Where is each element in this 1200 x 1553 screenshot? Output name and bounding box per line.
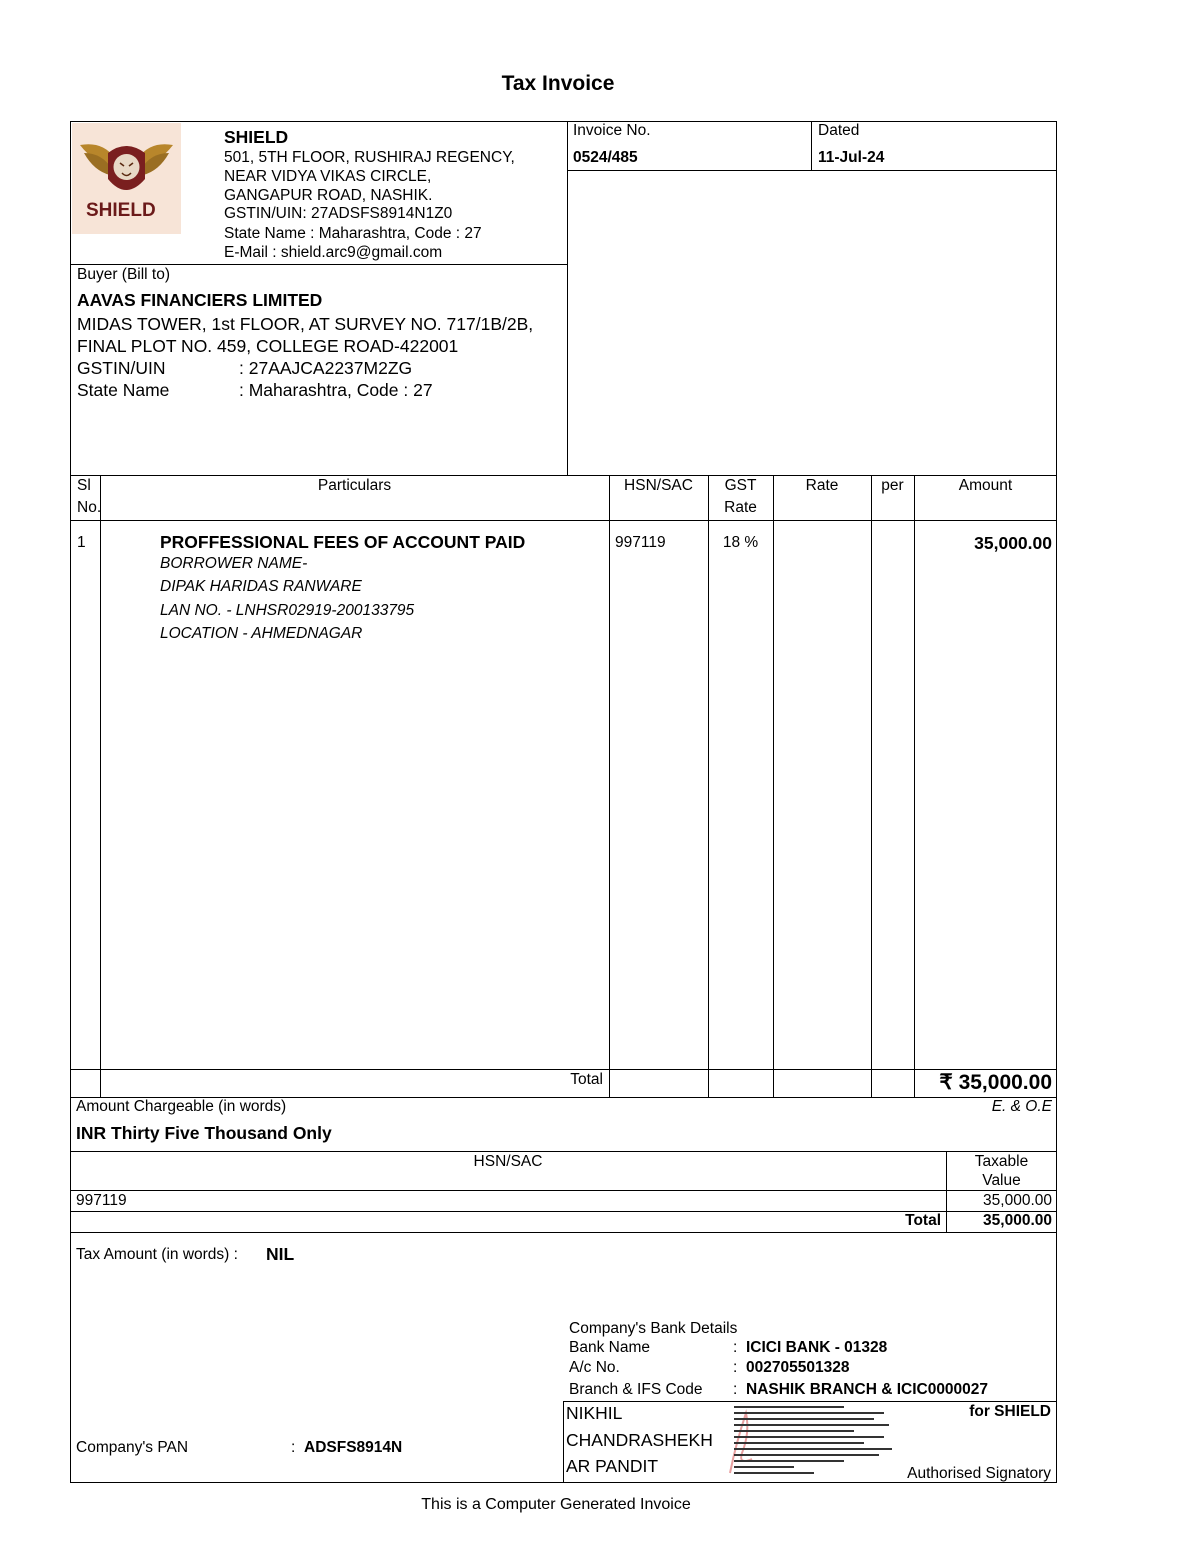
item-detail-line: BORROWER NAME- (160, 555, 308, 572)
divider (563, 1401, 1057, 1402)
item-particular: PROFFESSIONAL FEES OF ACCOUNT PAID (160, 532, 526, 552)
col-header-per: per (881, 477, 904, 494)
divider (914, 475, 915, 1097)
col-header-rate: Rate (805, 477, 839, 494)
bank-separator: : (733, 1381, 738, 1398)
pan-value: ADSFS8914N (304, 1439, 403, 1456)
divider (811, 121, 812, 171)
divider (70, 1232, 1057, 1233)
footer-note: This is a Computer Generated Invoice (421, 1496, 691, 1513)
total-amount: ₹ 35,000.00 (939, 1071, 1052, 1094)
invoice-no-value: 0524/485 (573, 149, 638, 166)
item-amount: 35,000.00 (974, 533, 1052, 553)
tax-words-value: NIL (266, 1244, 295, 1264)
col-header-particulars: Particulars (317, 477, 392, 494)
item-sl: 1 (77, 534, 86, 551)
seller-address-line: 501, 5TH FLOOR, RUSHIRAJ REGENCY, (224, 149, 515, 166)
buyer-address-line: MIDAS TOWER, 1st FLOOR, AT SURVEY NO. 717/1B/2B, (77, 314, 534, 334)
item-hsn: 997119 (615, 534, 666, 551)
col-header-gst: GST (724, 477, 757, 494)
bank-heading: Company's Bank Details (569, 1320, 738, 1337)
seller-address-line: GANGAPUR ROAD, NASHIK. (224, 187, 433, 204)
taxable-header: Taxable (974, 1153, 1029, 1170)
divider (609, 475, 610, 1097)
col-header-sl: No. (77, 499, 102, 516)
seller-email: E-Mail : shield.arc9@gmail.com (224, 244, 443, 261)
hsn-summary-header: HSN/SAC (473, 1153, 543, 1170)
divider (567, 170, 1057, 171)
seller-state: State Name : Maharashtra, Code : 27 (224, 225, 482, 242)
bank-value: NASHIK BRANCH & ICIC0000027 (746, 1381, 989, 1398)
item-detail-line: LAN NO. - LNHSR02919-200133795 (160, 602, 415, 619)
buyer-gstin-value: : 27AAJCA2237M2ZG (239, 358, 413, 378)
divider (100, 475, 101, 1097)
divider (70, 520, 1057, 521)
hsn-summary-total-value: 35,000.00 (983, 1212, 1052, 1229)
amount-words-value: INR Thirty Five Thousand Only (76, 1123, 332, 1143)
divider (70, 1151, 1057, 1152)
seller-name: SHIELD (224, 127, 289, 147)
page-title: Tax Invoice (501, 72, 615, 95)
bank-value: 002705501328 (746, 1359, 850, 1376)
bank-separator: : (733, 1339, 738, 1356)
bank-label: A/c No. (569, 1359, 620, 1376)
divider (567, 121, 568, 475)
col-header-amount: Amount (958, 477, 1013, 494)
buyer-label: Buyer (Bill to) (77, 266, 171, 283)
item-gst-rate: 18 % (722, 534, 759, 551)
divider (563, 1401, 564, 1483)
company-logo (72, 123, 181, 234)
col-header-sl: Sl (77, 477, 91, 494)
bank-separator: : (733, 1359, 738, 1376)
invoice-no-label: Invoice No. (573, 122, 651, 139)
buyer-address-line: FINAL PLOT NO. 459, COLLEGE ROAD-422001 (77, 336, 459, 356)
col-header-gst: Rate (724, 499, 757, 516)
pan-separator: : (291, 1439, 296, 1456)
item-detail-line: LOCATION - AHMEDNAGAR (160, 625, 363, 642)
authorised-signatory: Authorised Signatory (907, 1465, 1051, 1482)
seller-gstin: GSTIN/UIN: 27ADSFS8914N1Z0 (224, 205, 453, 222)
hsn-summary-taxable: 35,000.00 (983, 1192, 1052, 1209)
tax-words-label: Tax Amount (in words) : (76, 1246, 238, 1263)
bank-label: Branch & IFS Code (569, 1381, 703, 1398)
amount-words-label: Amount Chargeable (in words) (76, 1098, 287, 1115)
hsn-summary-code: 997119 (76, 1192, 127, 1209)
pan-label: Company's PAN (76, 1439, 189, 1456)
bank-label: Bank Name (569, 1339, 650, 1356)
buyer-name: AAVAS FINANCIERS LIMITED (77, 290, 323, 310)
dated-value: 11-Jul-24 (818, 149, 885, 166)
divider (773, 475, 774, 1097)
divider (871, 475, 872, 1097)
signer-name-line: CHANDRASHEKH (566, 1430, 713, 1450)
for-company: for SHIELD (969, 1403, 1051, 1420)
buyer-gstin-label: GSTIN/UIN (77, 358, 166, 378)
logo-text: SHIELD (86, 200, 156, 221)
total-label: Total (570, 1071, 603, 1088)
signer-name-line: NIKHIL (566, 1403, 623, 1423)
divider (708, 475, 709, 1097)
seller-address-line: NEAR VIDYA VIKAS CIRCLE, (224, 168, 432, 185)
buyer-state-value: : Maharashtra, Code : 27 (239, 380, 433, 400)
dated-label: Dated (818, 122, 860, 139)
col-header-hsn: HSN/SAC (624, 477, 693, 494)
bank-value: ICICI BANK - 01328 (746, 1339, 888, 1356)
hsn-summary-total-label: Total (905, 1212, 941, 1229)
eoe-label: E. & O.E (991, 1098, 1052, 1115)
item-detail-line: DIPAK HARIDAS RANWARE (160, 578, 362, 595)
divider (70, 1190, 1057, 1191)
divider (70, 1069, 1057, 1070)
signer-name-line: AR PANDIT (566, 1456, 659, 1476)
divider (70, 264, 567, 265)
buyer-state-label: State Name (77, 380, 170, 400)
digital-signature-stamp (722, 1403, 892, 1479)
divider (70, 475, 1057, 476)
taxable-header: Value (982, 1172, 1021, 1189)
